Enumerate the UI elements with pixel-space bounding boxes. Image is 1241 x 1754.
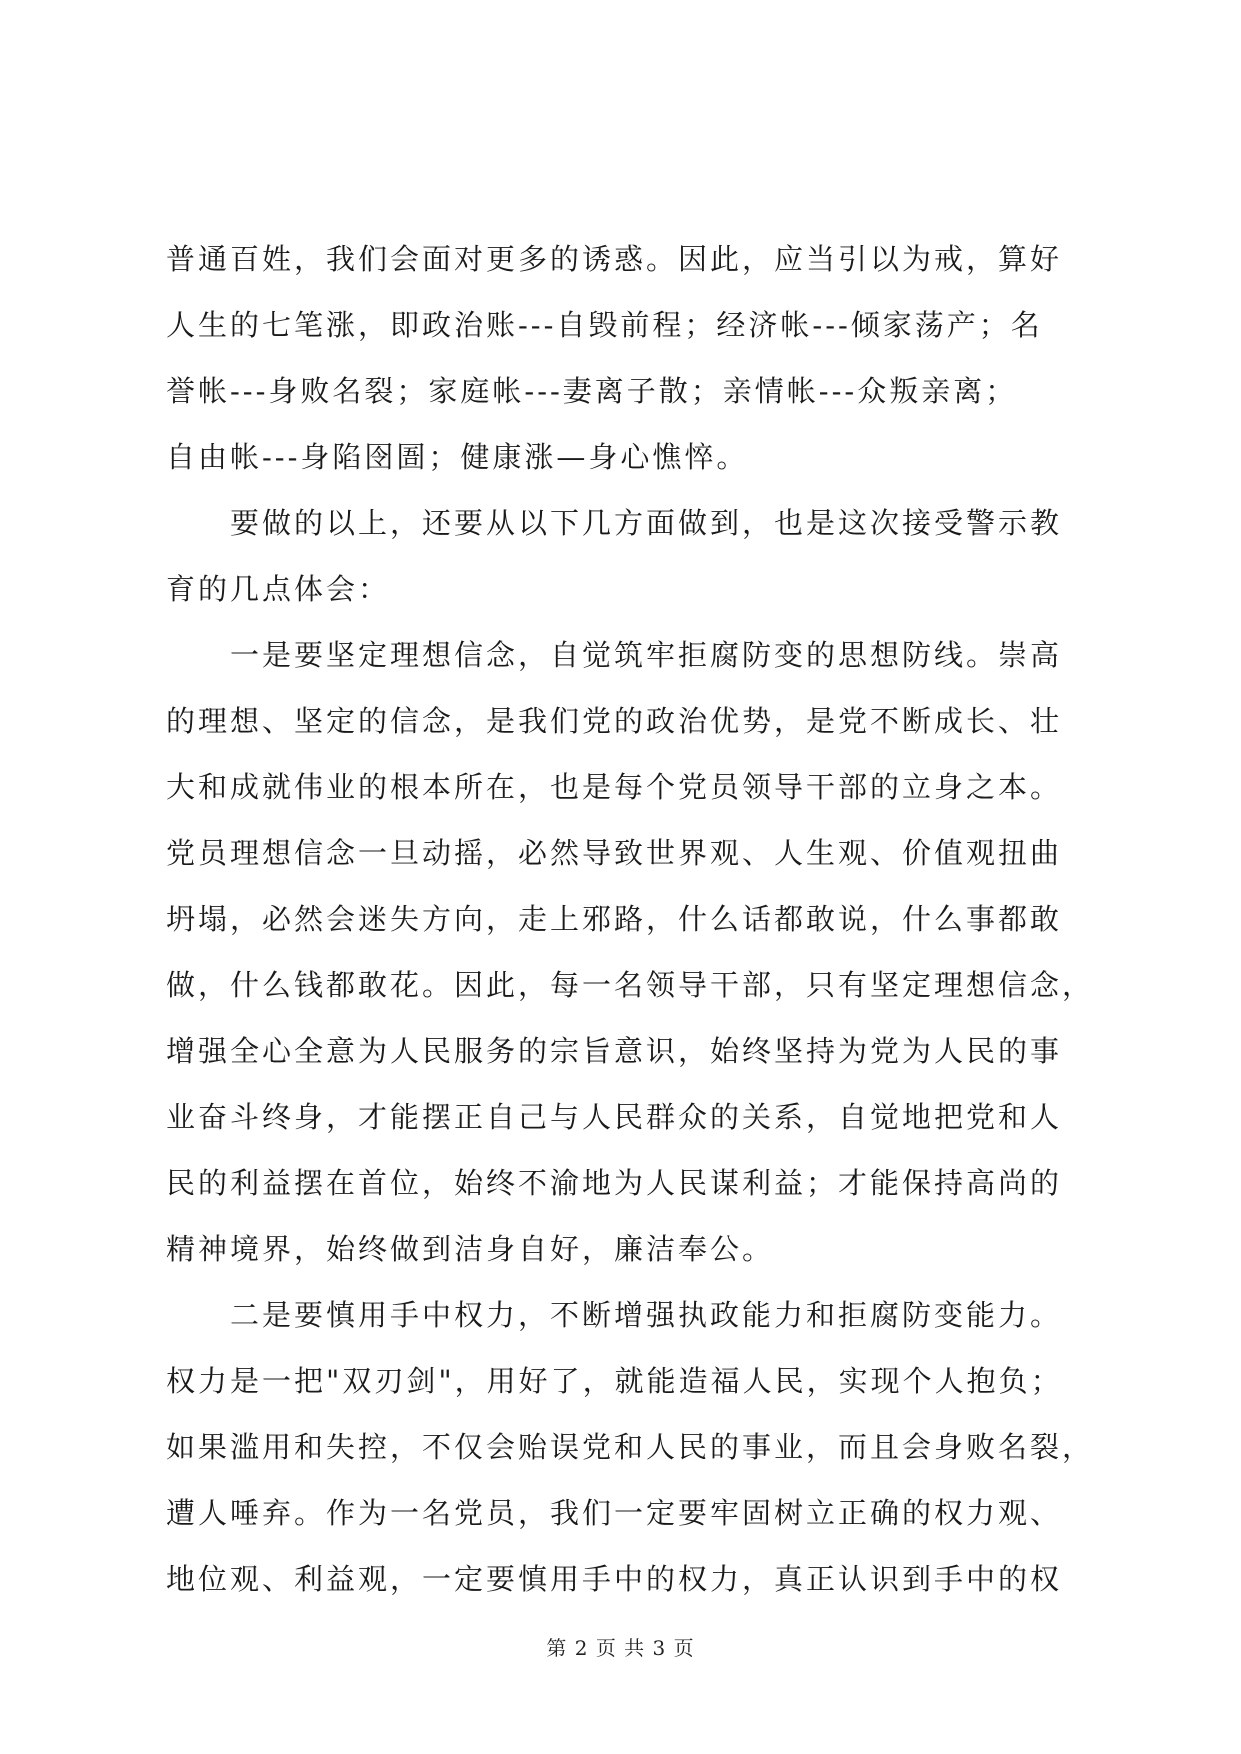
page-number-footer: 第 2 页 共 3 页 [546, 1636, 695, 1660]
text-line: 誉帐---身败名裂；家庭帐---妻离子散；亲情帐---众叛亲离； [166, 374, 1018, 408]
text-line: 育的几点体会： [166, 572, 391, 606]
paragraph-first-line: 一是要坚定理想信念，自觉筑牢拒腐防变的思想防线。崇高 [230, 638, 1063, 672]
text-line: 民的利益摆在首位，始终不渝地为人民谋利益；才能保持高尚的 [166, 1166, 1063, 1200]
paragraph-first-line: 要做的以上，还要从以下几方面做到，也是这次接受警示教 [230, 506, 1063, 540]
text-line: 做，什么钱都敢花。因此，每一名领导干部，只有坚定理想信念， [166, 968, 1095, 1002]
text-line: 精神境界，始终做到洁身自好，廉洁奉公。 [166, 1232, 775, 1266]
text-line: 遭人唾弃。作为一名党员，我们一定要牢固树立正确的权力观、 [166, 1496, 1063, 1530]
paragraph-first-line: 二是要慎用手中权力，不断增强执政能力和拒腐防变能力。 [230, 1298, 1063, 1332]
text-line: 增强全心全意为人民服务的宗旨意识，始终坚持为党为人民的事 [166, 1034, 1063, 1068]
text-line: 如果滥用和失控，不仅会贻误党和人民的事业，而且会身败名裂， [166, 1430, 1095, 1464]
document-body [166, 226, 1095, 1612]
text-line: 普通百姓，我们会面对更多的诱惑。因此，应当引以为戒，算好 [166, 242, 1063, 276]
text-line: 人生的七笔涨，即政治账---自毁前程；经济帐---倾家荡产；名 [166, 308, 1043, 342]
text-line: 坍塌，必然会迷失方向，走上邪路，什么话都敢说，什么事都敢 [166, 902, 1063, 936]
text-line: 党员理想信念一旦动摇，必然导致世界观、人生观、价值观扭曲 [166, 836, 1063, 870]
text-line: 自由帐---身陷囹圄；健康涨—身心憔悴。 [166, 440, 749, 474]
text-line: 大和成就伟业的根本所在，也是每个党员领导干部的立身之本。 [166, 770, 1063, 804]
text-line: 的理想、坚定的信念，是我们党的政治优势，是党不断成长、壮 [166, 704, 1063, 738]
text-line: 地位观、利益观，一定要慎用手中的权力，真正认识到手中的权 [166, 1562, 1063, 1596]
text-line: 权力是一把"双刃剑"，用好了，就能造福人民，实现个人抱负； [166, 1364, 1063, 1398]
text-line: 业奋斗终身，才能摆正自己与人民群众的关系，自觉地把党和人 [166, 1100, 1063, 1134]
